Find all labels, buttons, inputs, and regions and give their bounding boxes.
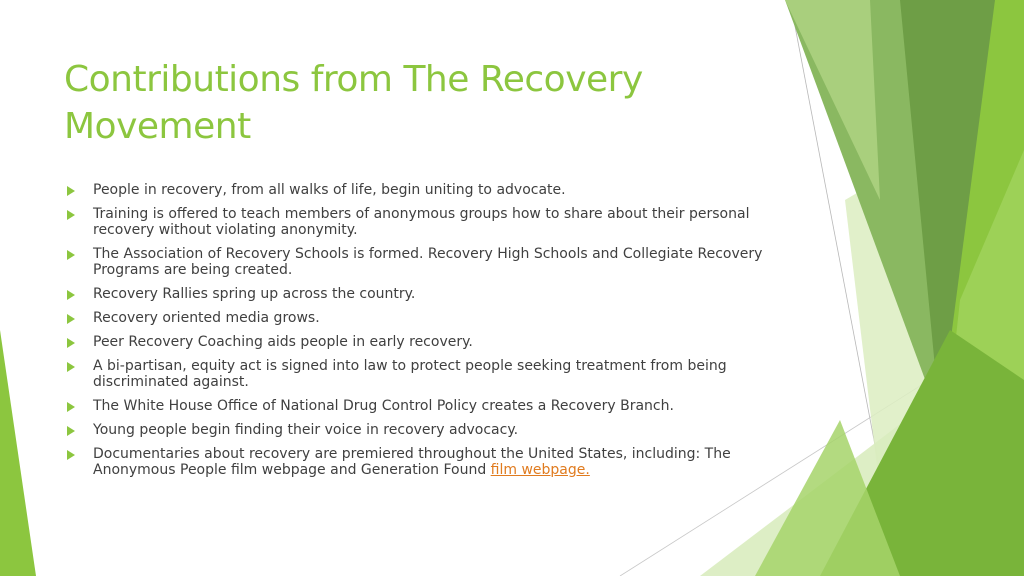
list-item [66,246,786,278]
decor-shape [0,330,36,576]
triangle-right-icon [67,314,75,324]
slide-title: Contributions from The Recovery Movement [64,59,643,147]
triangle-right-icon [67,402,75,412]
triangle-right-icon [67,450,75,460]
list-item [66,422,786,438]
list-item [66,206,786,238]
triangle-right-icon [67,362,75,372]
list-item [66,358,786,390]
bullet-text: Recovery oriented media grows. [93,310,320,326]
film-webpage-link[interactable]: film webpage. [490,462,590,478]
triangle-right-icon [67,250,75,260]
bullet-text: The White House Office of National Drug Control Policy creates a Recovery Branch. [93,398,674,414]
bullet-text: Training is offered to teach members of anonymous groups how to share about their personal recovery without violating anonymity. [93,206,750,238]
bullet-text: Peer Recovery Coaching aids people in early recovery. [93,334,473,350]
bullet-text: People in recovery, from all walks of life, begin uniting to advocate. [93,182,566,198]
list-item [66,182,786,198]
list-item [66,286,786,302]
triangle-right-icon [67,210,75,220]
triangle-right-icon [67,426,75,436]
bullet-text: The Association of Recovery Schools is formed. Recovery High Schools and Collegiate Recovery Programs are being created. [93,246,763,278]
list-item [66,310,786,326]
list-item [66,446,786,478]
bullet-text: A bi-partisan, equity act is signed into law to protect people seeking treatment from being discriminated against. [93,358,727,390]
list-item [66,398,786,414]
bullet-text: Young people begin finding their voice in recovery advocacy. [93,422,519,438]
triangle-right-icon [67,290,75,300]
triangle-right-icon [67,186,75,196]
bullet-text: Recovery Rallies spring up across the country. [93,286,416,302]
decor-shape [785,0,880,200]
list-item [66,334,786,350]
triangle-right-icon [67,338,75,348]
bullet-list [66,182,786,486]
bullet-text: Documentaries about recovery are premiered throughout the United States, including: The Anonymous People film webpage and Generation Found [93,446,731,478]
